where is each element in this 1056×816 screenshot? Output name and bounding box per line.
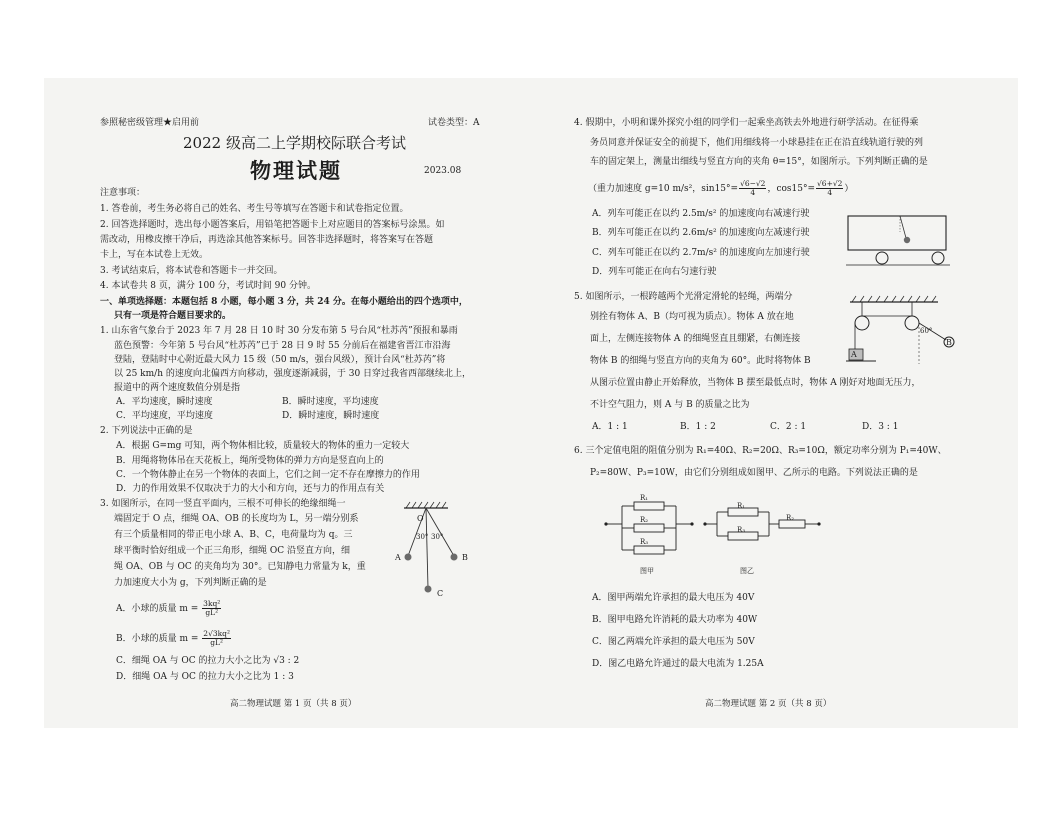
- q2-stem: 2. 下列说法中正确的是: [100, 426, 193, 436]
- q5-option-d: D．3 : 1: [862, 422, 899, 432]
- q3-stem-line-5: 绳 OA、OB 与 OC 的夹角均为 30°。已知静电力常量为 k，重: [114, 562, 366, 572]
- q6-jia-r1: R₁: [640, 494, 649, 502]
- q5-pulley-left: [855, 316, 869, 330]
- q1-option-c: C．平均速度，平均速度: [116, 411, 213, 421]
- q2-option-b: B．用绳将物体吊在天花板上，绳所受物体的弹力方向是竖直向上的: [116, 456, 384, 466]
- q3-ball-c: [425, 586, 432, 593]
- exam-title: 2022 级高二上学期校际联合考试: [183, 134, 406, 152]
- q3-stem-line-3: 有三个质量相同的带正电小球 A、B、C，电荷量均为 q。三: [114, 530, 353, 540]
- q4-wheel-right: [932, 252, 944, 264]
- q6-yi-r2: R₂: [786, 514, 795, 522]
- q4-stem-line-1: 4. 假期中，小明和课外探究小组的同学们一起乘坐高铁去外地进行研学活动。在征得乘: [574, 118, 919, 128]
- q6-caption-jia: 图甲: [640, 567, 654, 575]
- q3-stem-line-1: 3. 如图所示，在同一竖直平面内，三根不可伸长的绝缘细绳一: [100, 499, 346, 509]
- q3-label-a: A: [395, 553, 401, 562]
- q3-stem-line-2: 端固定于 O 点，细绳 OA、OB 的长度均为 L，另一端分别系: [114, 514, 359, 524]
- q4-ball: [904, 237, 910, 243]
- q6-stem-line-1: 6. 三个定值电阻的阻值分别为 R₁=40Ω、R₂=20Ω、R₃=10Ω，额定功率分别为 P₁=40W、: [574, 446, 947, 456]
- exam-date: 2023.08: [424, 166, 462, 176]
- q6-jia-r2: R₂: [640, 516, 649, 524]
- q3-angle-left: 30°: [416, 533, 429, 541]
- notes-line-3: 需改动，用橡皮擦干净后，再选涂其他答案标号。回答非选择题时，将答案写在答题: [100, 235, 434, 245]
- q6-stem-line-2: P₂=80W、P₃=10W，由它们分别组成如图甲、乙所示的电路。下列说法正确的是: [590, 468, 918, 478]
- notes-line-2: 2. 回答选择题时，选出每小题答案后，用铅笔把答题卡上对应题目的答案标号涂黑。如: [100, 220, 445, 230]
- q5-label-a: A: [851, 350, 857, 359]
- q5-stem-line-4: 物体 B 的细绳与竖直方向的夹角为 60°。此时将物体 B: [590, 356, 811, 366]
- q6-option-c: C．图乙两端允许承担的最大电压为 50V: [592, 637, 755, 647]
- subject-title: 物理试题: [250, 158, 342, 183]
- q3-label-c: C: [437, 589, 444, 598]
- q3-b-numerator: 2√3kq²: [203, 629, 230, 638]
- q6-circuit-yi: [703, 500, 823, 552]
- q1-option-a: A．平均速度，瞬时速度: [116, 397, 213, 407]
- q4-stem-line-2: 务员同意并保证安全的前提下，他们用细线将一小球悬挂在正在沿直线轨道行驶的列: [590, 138, 924, 148]
- q3-pendulum-figure: [388, 500, 468, 600]
- q4-option-d: D．列车可能正在向右匀速行驶: [592, 267, 717, 277]
- q3-label-b: B: [462, 553, 468, 562]
- section1-heading-cont: 只有一项是符合题目要求的。: [114, 311, 232, 321]
- paper-type-label: 试卷类型：A: [428, 118, 480, 128]
- q3-stem-line-4: 球平衡时恰好组成一个正三角形，细绳 OC 沿竖直方向，细: [114, 546, 350, 556]
- q3-a-denominator: gL²: [205, 608, 219, 617]
- notes-line-5: 3. 考试结束后，将本试卷和答题卡一并交回。: [100, 266, 283, 276]
- notes-line-1: 1. 答卷前，考生务必将自己的姓名、考生号等填写在答题卡和试卷指定位置。: [100, 204, 409, 214]
- q6-circuit-jia: [604, 492, 694, 562]
- q6-option-b: B．图甲电路允许消耗的最大功率为 40W: [592, 615, 758, 625]
- q5-stem-line-1: 5. 如图所示，一根跨越两个光滑定滑轮的轻绳，两端分: [574, 292, 793, 302]
- q4-wheel-left: [876, 252, 888, 264]
- q2-option-d: D．力的作用效果不仅取决于力的大小和方向，还与力的作用点有关: [116, 484, 385, 494]
- q4-stem-line-3: 车的固定架上，测量出细线与竖直方向的夹角 θ=15°，如图所示。下列判断正确的是: [590, 157, 928, 167]
- q3-option-a: A．小球的质量 m = $\frac{\text{3kq²}}{\text{gL²}}$: [116, 599, 221, 617]
- q1-stem-line-1: 1. 山东省气象台于 2023 年 7 月 28 日 10 时 30 分发布第 5 号台风“杜苏芮”预报和暴雨: [100, 326, 458, 336]
- q3-label-o: O: [417, 514, 424, 523]
- q5-stem-line-3: 面上，左侧连接物体 A 的细绳竖直且绷紧，右侧连接: [590, 334, 801, 344]
- q5-pulley-right: [905, 316, 919, 330]
- q6-yi-r3: R₃: [737, 526, 746, 534]
- q4-option-b: B．列车可能正在以约 2.6m/s² 的加速度向左减速行驶: [592, 228, 810, 238]
- q3-ball-b: [451, 554, 458, 561]
- q1-stem-line-4: 以 25 km/h 的速度向北偏西方向移动，强度逐渐减弱，于 30 日穿过我省西部继续北上，: [114, 369, 472, 379]
- q1-option-d: D．瞬时速度，瞬时速度: [282, 411, 380, 421]
- q1-stem-line-5: 报道中的两个速度数值分别是指: [114, 383, 241, 393]
- q3-stem-line-6: 力加速度大小为 g，下列判断正确的是: [114, 578, 267, 588]
- q3-angle-right: 30°: [431, 533, 444, 541]
- secret-level-label: 参照秘密级管理★启用前: [100, 118, 200, 128]
- q3-option-c: C．细绳 OA 与 OC 的拉力大小之比为 √3 : 2: [116, 656, 300, 666]
- q5-stem-line-5: 从图示位置由静止开始释放，当物体 B 摆至最低点时，物体 A 刚好对地面无压力，: [590, 378, 921, 388]
- q3-ball-a: [405, 554, 412, 561]
- q1-option-b: B．瞬时速度，平均速度: [282, 397, 379, 407]
- q5-stem-line-6: 不计空气阻力，则 A 与 B 的质量之比为: [590, 400, 750, 410]
- notes-line-4: 卡上，写在本试卷上无效。: [100, 250, 209, 260]
- notes-line-6: 4. 本试卷共 8 页，满分 100 分，考试时间 90 分钟。: [100, 281, 316, 291]
- q5-label-b: B: [946, 338, 952, 347]
- q3-a-numerator: 3kq²: [203, 599, 221, 608]
- q5-option-c: C．2 : 1: [770, 422, 807, 432]
- footer-page-2: 高二物理试题 第 2 页（共 8 页）: [705, 699, 832, 709]
- section1-heading: 一、单项选择题：本题包括 8 小题，每小题 3 分，共 24 分。在每小题给出的四个选项中，: [100, 297, 468, 307]
- notes-heading: 注意事项：: [100, 188, 146, 198]
- q3-option-b: B．小球的质量 m = $\frac{\text{2√3kq²}}{\text{gL²}}$: [116, 629, 230, 647]
- q2-option-c: C．一个物体静止在另一个物体的表面上，它们之间一定不存在摩擦力的作用: [116, 470, 420, 480]
- q6-yi-r1: R₁: [737, 502, 746, 510]
- q4-constants: （重力加速度 g=10 m/s²，sin15°= $\frac{√6-√2}{4}$ ，cos15°= $\frac{√6+√2}{4}$ ）: [588, 179, 854, 197]
- q5-pulley-figure: [846, 294, 956, 370]
- q5-stem-line-2: 别拴有物体 A、B（均可视为质点）。物体 A 放在地: [590, 312, 794, 322]
- q3-option-d: D．细绳 OA 与 OC 的拉力大小之比为 1 : 3: [116, 672, 294, 682]
- q5-option-a: A．1 : 1: [592, 422, 628, 432]
- footer-page-1: 高二物理试题 第 1 页（共 8 页）: [230, 699, 357, 709]
- q4-option-a: A．列车可能正在以约 2.5m/s² 的加速度向右减速行驶: [592, 209, 810, 219]
- q5-option-b: B．1 : 2: [680, 422, 716, 432]
- q1-stem-line-2: 蓝色预警：今年第 5 号台风“杜苏芮”已于 28 日 9 时 55 分前后在福建省晋江市沿海: [114, 341, 451, 351]
- q5-angle-label: 60°: [920, 327, 933, 335]
- q6-caption-yi: 图乙: [740, 567, 754, 575]
- q3-b-denominator: gL²: [210, 638, 224, 647]
- q4-option-c: C．列车可能正在以约 2.7m/s² 的加速度向左加速行驶: [592, 248, 810, 258]
- q1-stem-line-3: 登陆，登陆时中心附近最大风力 15 级（50 m/s，强台风级），预计台风“杜苏芮”将: [114, 355, 446, 365]
- q6-option-d: D．图乙电路允许通过的最大电流为 1.25A: [592, 659, 764, 669]
- q4-train-figure: [846, 214, 950, 270]
- q6-option-a: A．图甲两端允许承担的最大电压为 40V: [592, 593, 755, 603]
- q6-jia-r3: R₃: [640, 538, 649, 546]
- q2-option-a: A．根据 G=mg 可知，两个物体相比较，质量较大的物体的重力一定较大: [116, 441, 410, 451]
